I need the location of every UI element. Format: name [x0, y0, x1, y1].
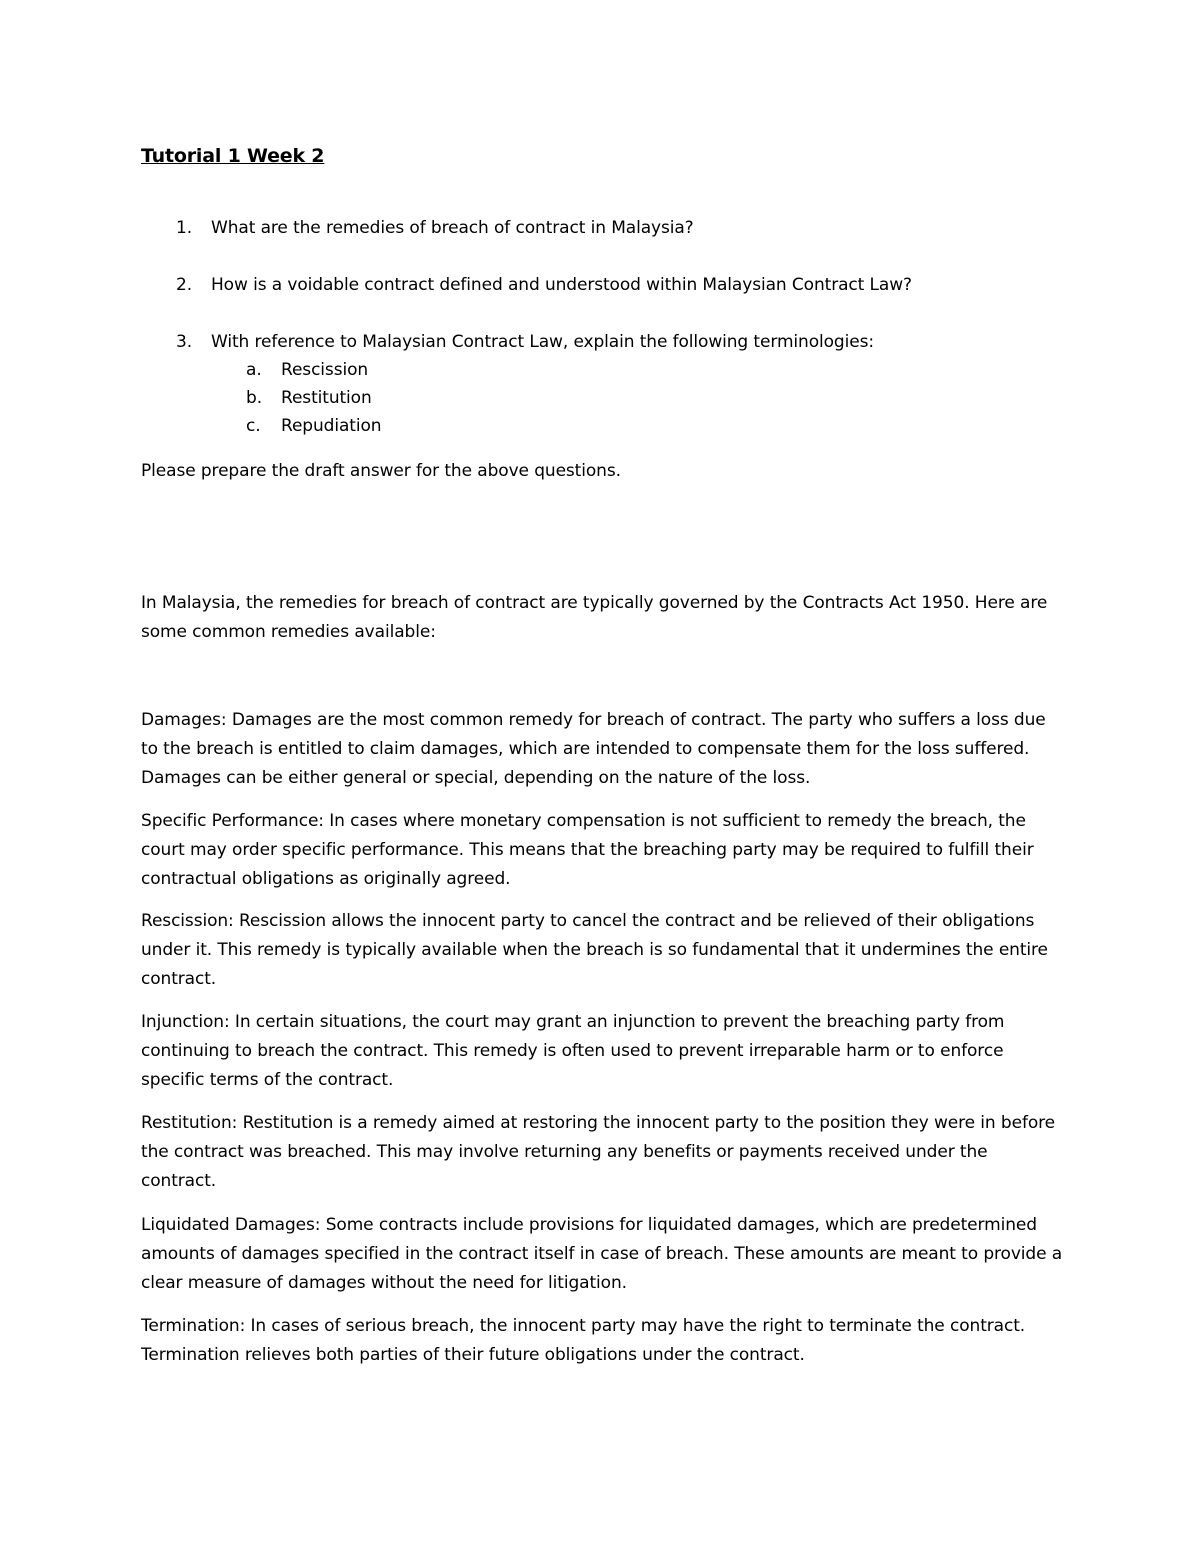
- sub-item-letter: c.: [246, 416, 261, 436]
- paragraph-injunction: Injunction: In certain situations, the court may grant an injunction to prevent the breaching party from continuing to breach the contract. This remedy is often used to prevent irreparable harm or to enforce specific terms of the contract.: [141, 1012, 1005, 1090]
- paragraph-damages: Damages: Damages are the most common remedy for breach of contract. The party who suffers a loss due to the breach is entitled to claim damages, which are intended to compensate them for the loss suffered. Damages can be either general or special, depending on the nature of the loss.: [141, 710, 1046, 788]
- sub-item-letter: b.: [246, 388, 262, 408]
- paragraph-restitution: Restitution: Restitution is a remedy aimed at restoring the innocent party to the position they were in before the contract was breached. This may involve returning any benefits or payments received under the contract.: [141, 1113, 1056, 1191]
- paragraph-rescission: Rescission: Rescission allows the innocent party to cancel the contract and be relieved of their obligations under it. This remedy is typically available when the breach is so fundamental that it undermines the entire contract.: [141, 911, 1048, 989]
- sub-item-text: Restitution: [281, 388, 372, 408]
- paragraph-specific-performance: Specific Performance: In cases where monetary compensation is not sufficient to remedy the breach, the court may order specific performance. This means that the breaching party may be required to fulfill their contractual obligations as originally agreed.: [141, 811, 1034, 889]
- question-text: What are the remedies of breach of contract in Malaysia?: [211, 218, 694, 238]
- question-number: 2.: [176, 275, 193, 295]
- question-text: With reference to Malaysian Contract Law, explain the following terminologies:: [211, 332, 874, 352]
- paragraph-liquidated-damages: Liquidated Damages: Some contracts include provisions for liquidated damages, which are predetermined amounts of damages specified in the contract itself in case of breach. These amounts are meant to provide a clear measure of damages without the need for litigation.: [141, 1215, 1063, 1293]
- document-title: Tutorial 1 Week 2: [141, 145, 325, 167]
- question-number: 3.: [176, 332, 193, 352]
- question-number: 1.: [176, 218, 193, 238]
- instruction-text: Please prepare the draft answer for the above questions.: [141, 461, 621, 481]
- sub-item-text: Rescission: [281, 360, 369, 380]
- paragraph-termination: Termination: In cases of serious breach, the innocent party may have the right to terminate the contract. Termination relieves both parties of their future obligations under the contract.: [141, 1316, 1026, 1365]
- question-text: How is a voidable contract defined and understood within Malaysian Contract Law?: [211, 275, 912, 295]
- sub-item-letter: a.: [246, 360, 262, 380]
- intro-paragraph: In Malaysia, the remedies for breach of contract are typically governed by the Contracts Act 1950. Here are some common remedies available:: [141, 593, 1048, 642]
- sub-item-text: Repudiation: [281, 416, 382, 436]
